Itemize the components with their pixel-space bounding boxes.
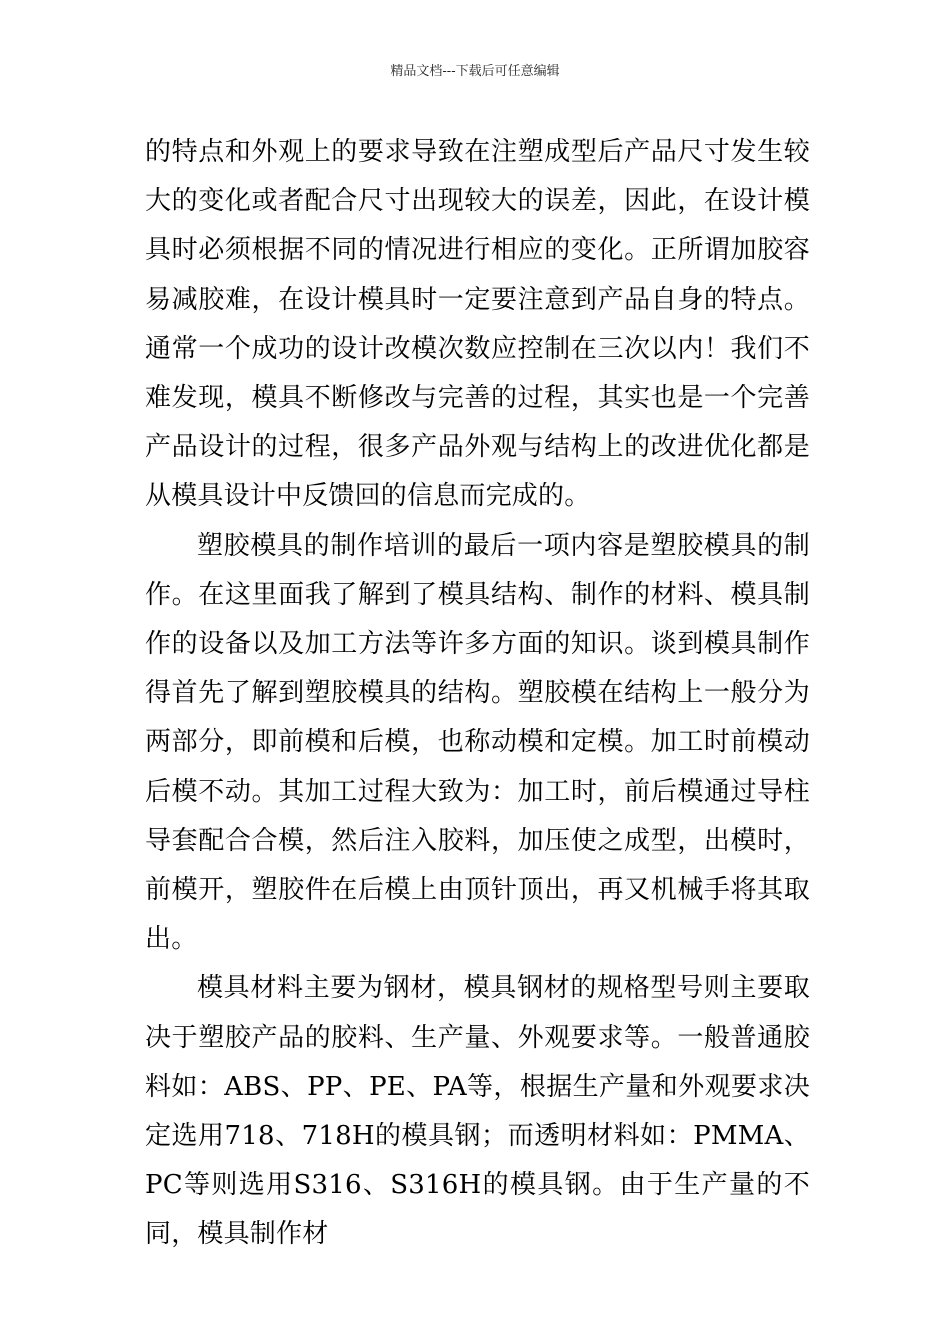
page-header: 精品文档---下载后可任意编辑: [390, 64, 560, 79]
document-body: [145, 128, 810, 1260]
paragraph-3: 模具材料主要为钢材，模具钢材的规格型号则主要取决于塑胶产品的胶料、生产量、外观要求等。一般普通胶料如：ABS、PP、PE、PA等，根据生产量和外观要求决定选用718、718H的模具钢；而透明材料如：PMMA、PC等则选用S316、S316H的模具钢。由于生产量的不同，模具制作材: [145, 973, 810, 1250]
paragraph-1: 的特点和外观上的要求导致在注塑成型后产品尺寸发生较大的变化或者配合尺寸出现较大的误差，因此，在设计模具时必须根据不同的情况进行相应的变化。正所谓加胶容易减胶难，在设计模具时一定要注意到产品自身的特点。通常一个成功的设计改模次数应控制在三次以内！我们不难发现，模具不断修改与完善的过程，其实也是一个完善产品设计的过程，很多产品外观与结构上的改进优化都是从模具设计中反馈回的信息而完成的。: [145, 137, 810, 512]
paragraph-2: 塑胶模具的制作培训的最后一项内容是塑胶模具的制作。在这里面我了解到了模具结构、制作的材料、模具制作的设备以及加工方法等许多方面的知识。谈到模具制作得首先了解到塑胶模具的结构。塑胶模在结构上一般分为两部分，即前模和后模，也称动模和定模。加工时前模动后模不动。其加工过程大致为：加工时，前后模通过导柱导套配合合模，然后注入胶料，加压使之成型，出模时，前模开，塑胶件在后模上由顶针顶出，再又机械手将其取出。: [145, 530, 810, 955]
